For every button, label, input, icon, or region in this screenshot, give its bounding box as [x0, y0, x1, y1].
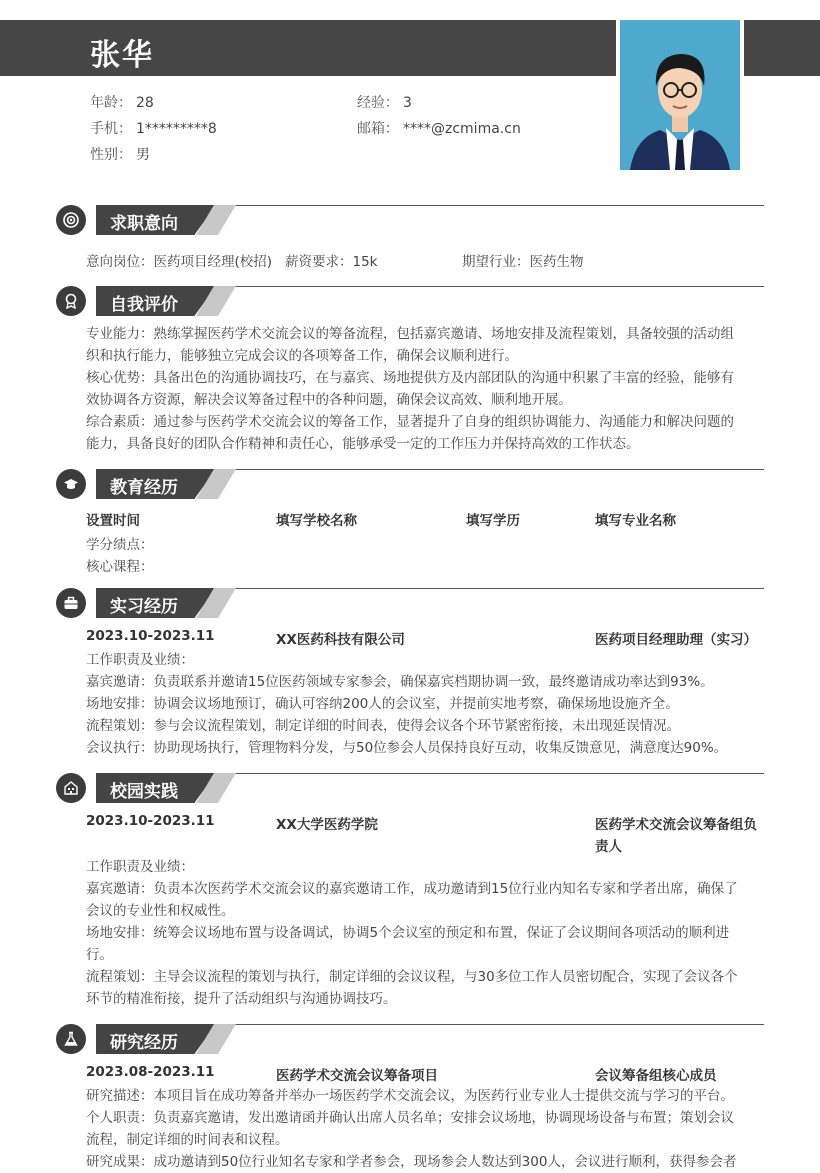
campus-details: [86, 856, 766, 1010]
profile-photo: [620, 20, 740, 170]
internship-time: 2023.10-2023.11: [86, 628, 215, 644]
medal-icon: [56, 286, 86, 316]
target-icon: [56, 205, 86, 235]
research-project: 医药学术交流会议筹备项目: [276, 1068, 438, 1084]
briefcase-icon: [56, 588, 86, 618]
section-title: 研究经历: [110, 1033, 178, 1053]
text-line: 研究成果：成功邀请到50位行业知名专家和学者参会，现场参会人数达到300人，会议进行顺利，获得参会者: [86, 1154, 737, 1170]
text-line: 工作职责及业绩：: [86, 652, 194, 668]
text-line: 环节的精准衔接，提升了活动组织与沟通协调技巧。: [86, 991, 397, 1007]
text-line: 核心优势：具备出色的沟通协调技巧，在与嘉宾、场地提供方及内部团队的沟通中积累了丰富的经验，能够有: [86, 370, 734, 386]
education-school: 填写学校名称: [276, 513, 357, 529]
section-title: 教育经历: [110, 478, 178, 498]
campus-role-line-1: 医药学术交流会议筹备组负: [595, 817, 757, 833]
age-field: 年龄： 28: [90, 95, 154, 111]
internship-role: 医药项目经理助理（实习）: [595, 632, 757, 648]
text-line: 能力，具备良好的团队合作精神和责任心，能够承受一定的工作压力并保持高效的工作状态。: [86, 436, 640, 452]
education-degree: 填写学历: [466, 513, 520, 529]
text-line: 会议执行：协助现场执行，管理物料分发，与50位参会人员保持良好互动，收集反馈意见，满意度达90%。: [86, 740, 728, 756]
phone-field: 手机： 1*********8: [90, 121, 217, 137]
intent-industry: 期望行业：医药生物: [462, 254, 584, 270]
education-major: 填写专业名称: [595, 513, 676, 529]
header-bar-right: [744, 20, 820, 76]
text-line: 个人职责：负责嘉宾邀请，发出邀请函并确认出席人员名单；安排会议场地，协调现场设备与布置；策划会议: [86, 1110, 734, 1126]
text-line: 会议的专业性和权威性。: [86, 903, 235, 919]
section-title: 实习经历: [110, 597, 178, 617]
candidate-name: 张华: [90, 38, 154, 73]
section-title: 自我评价: [110, 295, 178, 315]
experience-field: 经验： 3: [357, 95, 412, 111]
gender-field: 性别： 男: [90, 147, 150, 163]
campus-role-line-2: 责人: [595, 839, 622, 855]
campus-org: XX大学医药学院: [276, 817, 378, 833]
text-line: 场地安排：统筹会议场地布置与设备调试，协调5个会议室的预定和布置，保证了会议期间各项活动的顺利进: [86, 925, 730, 941]
text-line: 工作职责及业绩：: [86, 859, 194, 875]
text-line: 专业能力：熟练掌握医药学术交流会议的筹备流程，包括嘉宾邀请、场地安排及流程策划，具备较强的活动组: [86, 326, 734, 342]
intent-salary: 薪资要求：15k: [285, 254, 378, 270]
text-line: 行。: [86, 947, 113, 963]
text-line: 流程策划：主导会议流程的策划与执行，制定详细的会议议程，与30多位工作人员密切配合，实现了会议各个: [86, 969, 738, 985]
campus-time: 2023.10-2023.11: [86, 813, 215, 829]
building-icon: [56, 773, 86, 803]
education-gpa: 学分绩点：: [86, 537, 154, 553]
internship-details: [86, 649, 766, 759]
text-line: 嘉宾邀请：负责本次医药学术交流会议的嘉宾邀请工作，成功邀请到15位行业内知名专家和学者出席，确保了: [86, 881, 738, 897]
text-line: 场地安排：协调会议场地预订，确认可容纳200人的会议室，并提前实地考察，确保场地设施齐全。: [86, 696, 679, 712]
research-time: 2023.08-2023.11: [86, 1064, 215, 1080]
text-line: 效协调各方资源，解决会议筹备过程中的各种问题，确保会议高效、顺利地开展。: [86, 392, 572, 408]
text-line: 流程策划：参与会议流程策划，制定详细的时间表，使得会议各个环节紧密衔接，未出现延误情况。: [86, 718, 680, 734]
text-line: 嘉宾邀请：负责联系并邀请15位医药领域专家参会，确保嘉宾档期协调一致，最终邀请成功率达到93%。: [86, 674, 714, 690]
education-time: 设置时间: [86, 513, 140, 529]
self-evaluation-text: [86, 323, 766, 455]
text-line: 综合素质：通过参与医药学术交流会议的筹备工作，显著提升了自身的组织协调能力、沟通能力和解决问题的: [86, 414, 734, 430]
education-courses: 核心课程：: [86, 559, 154, 575]
text-line: 研究描述：本项目旨在成功筹备并举办一场医药学术交流会议，为医药行业专业人士提供交流与学习的平台。: [86, 1088, 734, 1104]
graduation-cap-icon: [56, 469, 86, 499]
research-role: 会议筹备组核心成员: [595, 1068, 717, 1084]
section-title: 求职意向: [110, 214, 178, 234]
section-title: 校园实践: [110, 782, 178, 802]
internship-company: XX医药科技有限公司: [276, 632, 405, 648]
intent-position: 意向岗位：医药项目经理(校招): [86, 254, 273, 270]
flask-icon: [56, 1024, 86, 1054]
text-line: 流程，制定详细的时间表和议程。: [86, 1132, 289, 1148]
email-field: 邮箱： ****@zcmima.cn: [357, 121, 521, 137]
text-line: 织和执行能力，能够独立完成会议的各项筹备工作，确保会议顺利进行。: [86, 348, 518, 364]
